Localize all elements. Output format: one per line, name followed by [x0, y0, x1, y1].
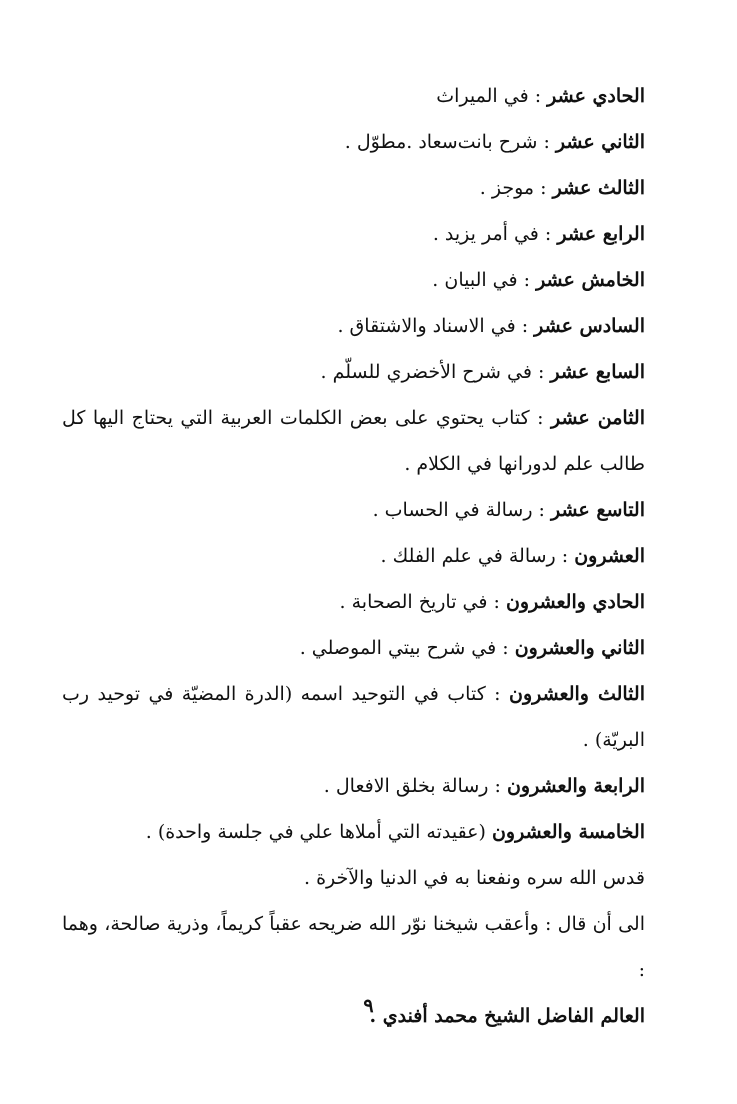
entry-label: السابع عشر — [550, 361, 645, 383]
entry-text: : في الميراث — [436, 85, 548, 107]
entry-label: الحادي والعشرون — [505, 591, 645, 613]
entry-label: الثامن عشر — [550, 407, 645, 429]
entry-17 — [62, 349, 645, 395]
entry-text: : في تاريخ الصحابة . — [339, 591, 506, 613]
entry-label: التاسع عشر — [550, 499, 645, 521]
entry-text: : رسالة في الحساب . — [372, 499, 551, 521]
entry-label: الخامسة والعشرون — [491, 821, 645, 843]
entry-text: : في الاسناد والاشتقاق . — [337, 315, 535, 337]
entry-14 — [62, 211, 645, 257]
son-name: العالم الفاضل الشيخ محمد أفندي . — [369, 1005, 645, 1027]
entry-12 — [62, 119, 645, 165]
page-number: ٩ — [363, 995, 374, 1017]
entry-text: : في أمر يزيد . — [432, 223, 558, 245]
entry-text: (عقيدته التي أملاها علي في جلسة واحدة) . — [145, 821, 492, 843]
entry-label: الرابعة والعشرون — [506, 775, 645, 797]
entry-label: الثالث والعشرون — [508, 683, 645, 705]
entry-24 — [62, 763, 645, 809]
offspring-paragraph: الى أن قال : وأعقب شيخنا نوّر الله ضريحه عقباً كريماً، وذرية صالحة، وهما : — [62, 913, 645, 981]
entry-21 — [62, 579, 645, 625]
entry-text: : رسالة في علم الفلك . — [380, 545, 575, 567]
entry-text: : في البيان . — [432, 269, 537, 291]
entry-label: السادس عشر — [534, 315, 645, 337]
entry-label: الخامش عشر — [536, 269, 645, 291]
entry-16 — [62, 303, 645, 349]
entry-text: : موجز . — [479, 177, 553, 199]
entry-label: الثاني عشر — [555, 131, 645, 153]
entry-text: : رسالة بخلق الافعال . — [323, 775, 507, 797]
entry-label: الثالث عشر — [552, 177, 645, 199]
closing-line: قدس الله سره ونفعنا به في الدنيا والآخرة . — [304, 867, 645, 889]
entry-text: : كتاب في التوحيد اسمه (الدرة المضيّة في توحيد رب البريّة) . — [62, 683, 645, 751]
entry-label: الرابع عشر — [557, 223, 645, 245]
entry-label: الحادي عشر — [547, 85, 645, 107]
entry-19 — [62, 487, 645, 533]
entry-label: الثاني والعشرون — [514, 637, 645, 659]
page-body — [62, 0, 645, 1039]
entry-text: : في شرح الأخضري للسلّم . — [320, 361, 551, 383]
entry-18 — [62, 395, 645, 487]
entry-11 — [62, 73, 645, 119]
entry-25 — [62, 809, 645, 855]
entry-text: : كتاب يحتوي على بعض الكلمات العربية التي يحتاج اليها كل طالب علم لدورانها في الكلام . — [62, 407, 645, 475]
entry-23 — [62, 671, 645, 763]
entry-20 — [62, 533, 645, 579]
entry-22 — [62, 625, 645, 671]
entry-13 — [62, 165, 645, 211]
entry-label: العشرون — [574, 545, 645, 567]
entry-text: : شرح بانت‌سعاد .مطوّل . — [344, 131, 556, 153]
entry-15 — [62, 257, 645, 303]
entry-text: : في شرح بيتي الموصلي . — [299, 637, 515, 659]
